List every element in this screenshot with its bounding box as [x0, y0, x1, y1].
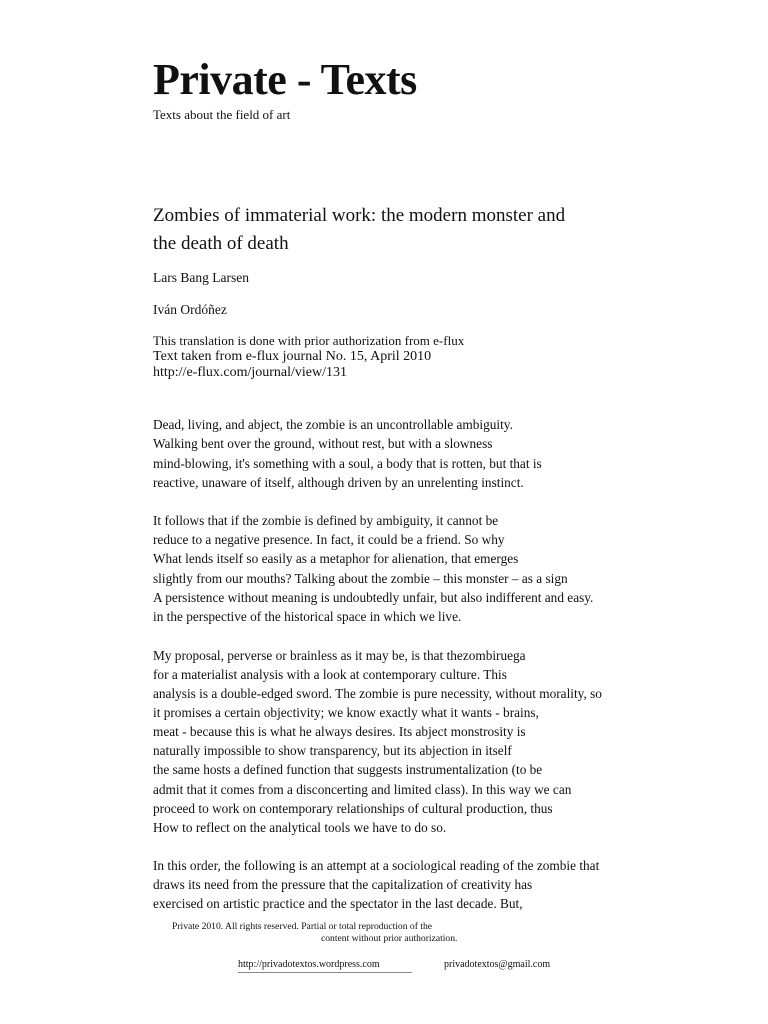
- body-text-line: exercised on artistic practice and the spectator in the last decade. But,: [153, 896, 523, 911]
- site-title: Private - Texts: [153, 55, 417, 104]
- author-name: Lars Bang Larsen: [153, 270, 249, 285]
- body-text-line: analysis is a double-edged sword. The zombie is pure necessity, without morality, so: [153, 686, 602, 701]
- copyright-notice-line: Private 2010. All rights reserved. Partial or total reproduction of the: [172, 921, 433, 932]
- body-text-line: in the perspective of the historical space in which we live.: [153, 609, 462, 624]
- body-text-line: it promises a certain objectivity; we know exactly what it wants - brains,: [153, 705, 539, 720]
- body-text-line: It follows that if the zombie is defined by ambiguity, it cannot be: [153, 513, 499, 528]
- copyright-notice: [172, 921, 502, 945]
- body-text-line: My proposal, perverse or brainless as it may be, is that thezombiruega: [153, 648, 526, 663]
- translator-name: Iván Ordóñez: [153, 302, 227, 317]
- body-text-line: In this order, the following is an attempt at a sociological reading of the zombie that: [153, 858, 600, 873]
- copyright-notice-line: content without prior authorization.: [321, 933, 458, 944]
- body-text-line: reactive, unaware of itself, although driven by an unrelenting instinct.: [153, 475, 524, 490]
- body-text-line: reduce to a negative presence. In fact, it could be a friend. So why: [153, 532, 505, 547]
- body-text-line: proceed to work on contemporary relationships of cultural production, thus: [153, 801, 553, 816]
- body-text-line: the same hosts a defined function that suggests instrumentalization (to be: [153, 762, 543, 777]
- body-text-line: Walking bent over the ground, without rest, but with a slowness: [153, 436, 493, 451]
- source-link[interactable]: http://e-flux.com/journal/view/131: [153, 365, 348, 380]
- source-note-line: This translation is done with prior authorization from e-flux: [153, 333, 465, 348]
- article-title-line: Zombies of immaterial work: the modern monster and: [153, 205, 566, 226]
- body-text-line: How to reflect on the analytical tools we have to do so.: [153, 820, 447, 835]
- body-text-line: A persistence without meaning is undoubtedly unfair, but also indifferent and easy.: [153, 590, 594, 605]
- body-text-line: for a materialist analysis with a look at contemporary culture. This: [153, 667, 507, 682]
- article-title: [153, 202, 623, 258]
- body-text-line: slightly from our mouths? Talking about the zombie – this monster – as a sign: [153, 571, 568, 586]
- source-note-line: Text taken from e-flux journal No. 15, April 2010: [153, 349, 432, 364]
- body-text-line: mind-blowing, it's something with a soul, a body that is rotten, but that is: [153, 456, 542, 471]
- body-text-line: draws its need from the pressure that the capitalization of creativity has: [153, 877, 533, 892]
- body-text-line: admit that it comes from a disconcerting and limited class). In this way we can: [153, 782, 572, 797]
- source-note: [153, 333, 464, 381]
- site-tagline: Texts about the field of art: [153, 107, 291, 122]
- footer-website-link[interactable]: http://privadotextos.wordpress.com: [238, 958, 412, 973]
- article-title-line: the death of death: [153, 233, 289, 254]
- body-text-line: naturally impossible to show transparency, but its abjection in itself: [153, 743, 512, 758]
- body-text-line: What lends itself so easily as a metaphor for alienation, that emerges: [153, 551, 519, 566]
- body-text-line: meat - because this is what he always desires. Its abject monstrosity is: [153, 724, 526, 739]
- footer-email-link[interactable]: privadotextos@gmail.com: [444, 959, 551, 970]
- body-text-line: Dead, living, and abject, the zombie is an uncontrollable ambiguity.: [153, 417, 513, 432]
